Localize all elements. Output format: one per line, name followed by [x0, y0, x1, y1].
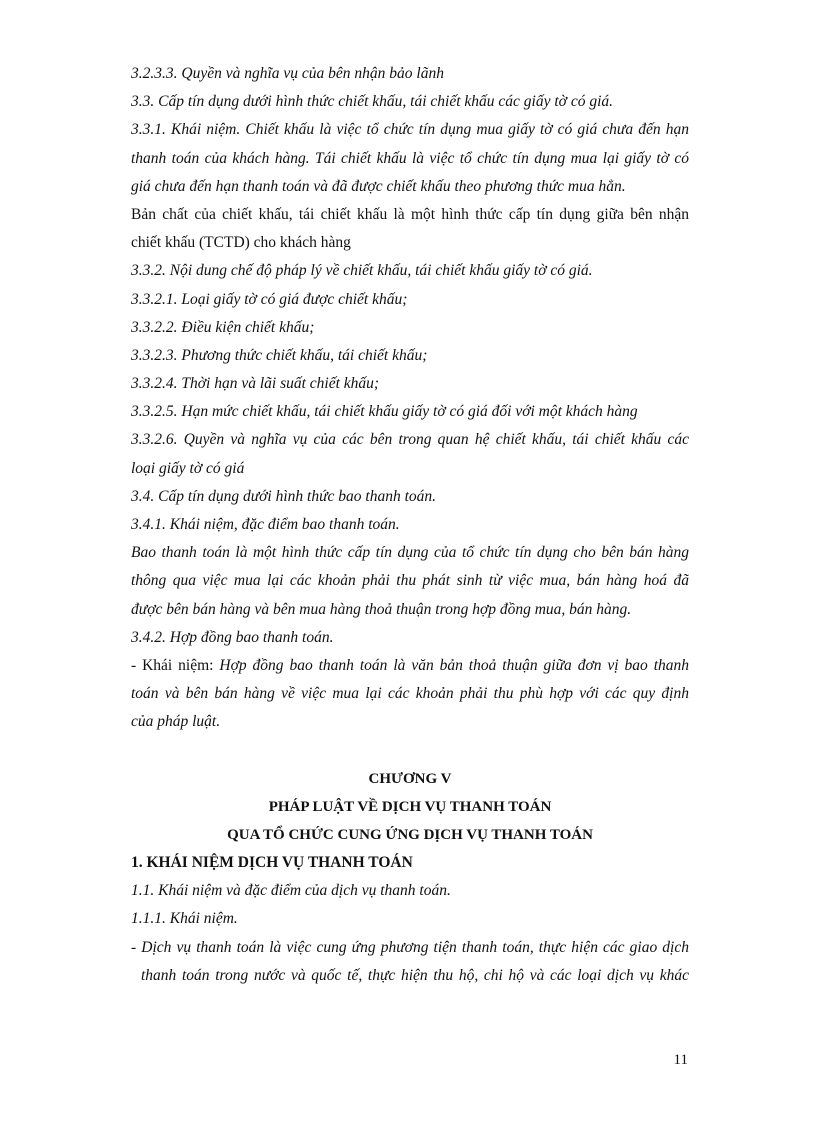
section-3-3: 3.3. Cấp tín dụng dưới hình thức chiết khấu, tái chiết khấu các giấy tờ có giá. — [131, 93, 614, 111]
section-3-3-2-2: 3.3.2.2. Điều kiện chiết khấu; — [131, 318, 315, 336]
section-3-3-1-line-2: thanh toán của khách hàng. Tái chiết khấu là việc tổ chức tín dụng mua lại giấy tờ có — [131, 149, 689, 167]
section-3-3-2-5: 3.3.2.5. Hạn mức chiết khấu, tái chiết khấu giấy tờ có giá đối với một khách hàng — [131, 403, 638, 421]
section-3-3-1-line-3: giá chưa đến hạn thanh toán và đã được chiết khấu theo phương thức mua hẳn. — [131, 177, 626, 195]
factoring-paragraph-line-3: được bên bán hàng và bên mua hàng thoả thuận trong hợp đồng mua, bán hàng. — [131, 600, 632, 618]
section-3-3-2-3: 3.3.2.3. Phương thức chiết khấu, tái chiết khấu; — [131, 346, 428, 364]
section-3-4-1: 3.4.1. Khái niệm, đặc điểm bao thanh toán. — [131, 516, 400, 533]
chapter-title-line-1: PHÁP LUẬT VỀ DỊCH VỤ THANH TOÁN — [268, 798, 552, 815]
spacer — [131, 737, 689, 765]
chapter-number: CHƯƠNG V — [368, 770, 452, 787]
section-3-2-3-3: 3.2.3.3. Quyền và nghĩa vụ của bên nhận bảo lãnh — [131, 65, 444, 82]
section-3-3-2-6-line-1: 3.3.2.6. Quyền và nghĩa vụ của các bên trong quan hệ chiết khấu, tái chiết khấu các — [131, 431, 689, 449]
service-definition-line-2: thanh toán trong nước và quốc tế, thực hiện thu hộ, chi hộ và các loại dịch vụ khác — [141, 966, 689, 984]
heading-1: 1. KHÁI NIỆM DỊCH VỤ THANH TOÁN — [131, 854, 413, 872]
section-1-1-1: 1.1.1. Khái niệm. — [131, 910, 238, 928]
contract-definition-line-2: toán và bên bán hàng về việc mua lại các khoản phải thu phù hợp với các quy định — [131, 685, 689, 703]
nature-paragraph-line-2: chiết khấu (TCTD) cho khách hàng — [131, 234, 351, 252]
section-3-4: 3.4. Cấp tín dụng dưới hình thức bao thanh toán. — [131, 487, 437, 505]
section-3-3-2-1: 3.3.2.1. Loại giấy tờ có giá được chiết khấu; — [131, 290, 408, 308]
contract-definition-line-1 — [131, 652, 689, 680]
contract-definition-text: Hợp đồng bao thanh toán là văn bản thoả thuận giữa đơn vị bao thanh — [219, 656, 689, 674]
page-body — [131, 60, 689, 990]
section-3-3-2-6-line-2: loại giấy tờ có giá — [131, 459, 245, 477]
factoring-paragraph-line-2: thông qua việc mua lại các khoản phải thu phát sinh từ việc mua, bán hàng hoá đã — [131, 572, 689, 590]
section-3-3-2-4: 3.3.2.4. Thời hạn và lãi suất chiết khấu; — [131, 375, 380, 393]
contract-definition-line-3: của pháp luật. — [131, 713, 221, 731]
section-1-1: 1.1. Khái niệm và đặc điểm của dịch vụ thanh toán. — [131, 882, 451, 900]
section-3-4-2: 3.4.2. Hợp đồng bao thanh toán. — [131, 628, 334, 646]
factoring-paragraph-line-1: Bao thanh toán là một hình thức cấp tín dụng của tổ chức tín dụng cho bên bán hàng — [131, 544, 689, 562]
service-definition-line-1: - Dịch vụ thanh toán là việc cung ứng phương tiện thanh toán, thực hiện các giao dịch — [131, 938, 689, 956]
contract-definition-lead: - Khái niệm: — [131, 656, 220, 674]
nature-paragraph-line-1: Bản chất của chiết khấu, tái chiết khấu là một hình thức cấp tín dụng giữa bên nhận — [131, 205, 689, 223]
page-number: 11 — [673, 1052, 688, 1068]
chapter-title-line-2: QUA TỔ CHỨC CUNG ỨNG DỊCH VỤ THANH TOÁN — [227, 826, 593, 843]
section-3-3-1-line-1: 3.3.1. Khái niệm. Chiết khấu là việc tổ chức tín dụng mua giấy tờ có giá chưa đến hạn — [131, 121, 689, 139]
section-3-3-2: 3.3.2. Nội dung chế độ pháp lý về chiết khấu, tái chiết khấu giấy tờ có giá. — [131, 262, 593, 280]
